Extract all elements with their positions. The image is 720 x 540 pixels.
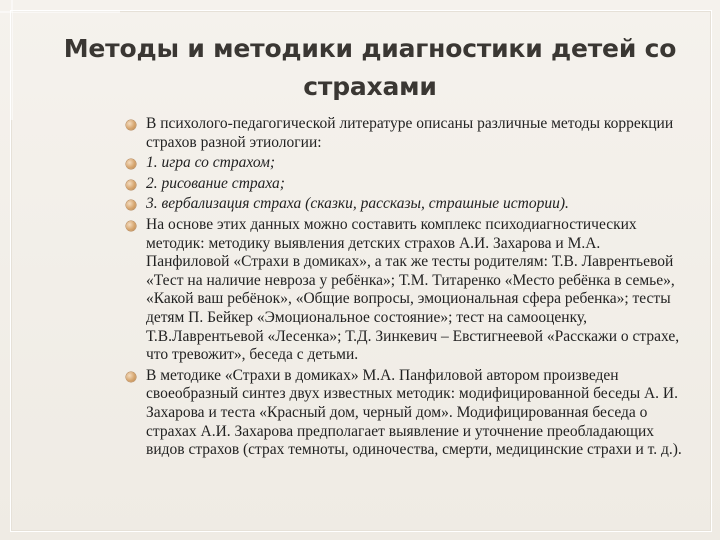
bullet-item [126,175,686,194]
slide-content [126,115,686,462]
bullet-text: 2. рисование страха; [146,174,285,192]
bullet-item [126,115,686,152]
bullet-text: 3. вербализация страха (сказки, рассказы, страшные истории). [146,195,569,213]
bullet-text: В психолого-педагогической литературе описаны различные методы коррекции страхов разной этиологии: [146,115,674,151]
bullet-icon [126,159,136,169]
bullet-text: В методике «Страхи в домиках» М.А. Панфиловой автором произведен своеобразный синтез двух известных методик: модифицированной беседы А. И. Захарова и теста «Красный дом, черный дом». Модифицированная беседа о страхах А.И. Захарова предполагает выявление и уточнение преобладающих видов страхов (страх темноты, одиночества, смерти, медицинские страхи и т. д.). [146,366,682,459]
bullet-icon [126,180,136,190]
bullet-icon [126,372,136,382]
slide-title: Методы и методики диагностики детей со страхами [63,34,677,101]
bullet-item [126,367,686,460]
bullet-text: На основе этих данных можно составить комплекс психодиагностических методик: методику выявления детских страхов А.И. Захарова и М.А. Панфиловой «Страхи в домиках», а так же тесты родителям: Т.В. Лаврентьевой «Тест на наличие невроза у ребёнка»; Т.М. Титаренко «Место ребёнка в семье», «Какой ваш ребёнок», «Общие вопросы, эмоциональная сфера ребенка»; тесты детям П. Бейкер «Эмоциональное состояние»; тест на самооценку, Т.В.Лаврентьевой «Лесенка»; Т.Д. Зинкевич – Евстигнеевой «Расскажи о страхе, что тревожит», беседа с детьми. [146,215,680,364]
bullet-icon [126,200,136,210]
bullet-list [126,115,686,460]
bullet-item [126,154,686,173]
bullet-icon [126,120,136,130]
bullet-text: 1. игра со страхом; [146,154,276,172]
bullet-icon [126,221,136,231]
bullet-item [126,216,686,365]
bullet-item [126,195,686,214]
